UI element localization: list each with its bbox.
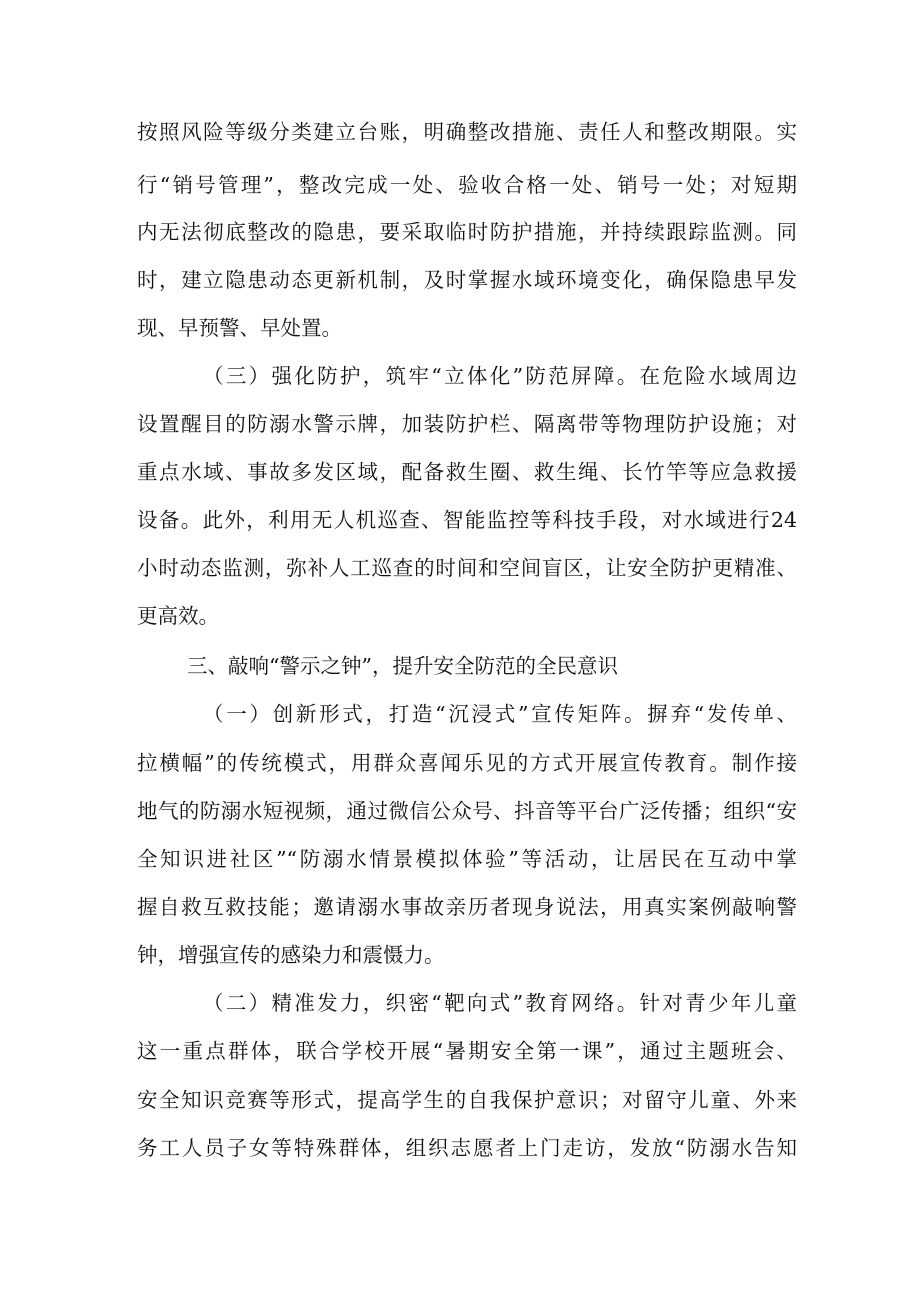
paragraph-line: 全知识进社区”“防溺水情景模拟体验”等活动，让居民在互动中掌 xyxy=(137,847,797,871)
paragraph-line: 钟，增强宣传的感染力和震慑力。 xyxy=(137,943,445,967)
paragraph-line: 设备。此外，利用无人机巡查、智能监控等科技手段，对水域进行24 xyxy=(137,508,797,532)
section-heading-line: （一）创新形式，打造“沉浸式”宣传矩阵。摒弃“发传单、 xyxy=(203,702,797,726)
paragraph-line: 按照风险等级分类建立台账，明确整改措施、责任人和整改期限。实 xyxy=(137,120,797,144)
section-heading-line: （三）强化防护，筑牢“立体化”防范屏障。在危险水域周边 xyxy=(203,364,797,388)
paragraph-line: 时，建立隐患动态更新机制，及时掌握水域环境变化，确保隐患早发 xyxy=(137,268,797,292)
paragraph-line: 现、早预警、早处置。 xyxy=(137,316,342,340)
paragraph-line: 地气的防溺水短视频，通过微信公众号、抖音等平台广泛传播；组织“安 xyxy=(137,799,797,823)
paragraph-line: 拉横幅”的传统模式，用群众喜闻乐见的方式开展宣传教育。制作接 xyxy=(137,751,797,775)
paragraph-line: 小时动态监测，弥补人工巡查的时间和空间盲区，让安全防护更精准、 xyxy=(137,556,797,580)
section-heading-line: （二）精准发力，织密“靶向式”教育网络。针对青少年儿童 xyxy=(203,991,797,1015)
paragraph-line: 内无法彻底整改的隐患，要采取临时防护措施，并持续跟踪监测。同 xyxy=(137,220,797,244)
paragraph-line: 设置醒目的防溺水警示牌，加装防护栏、隔离带等物理防护设施；对 xyxy=(137,412,797,436)
paragraph-line: 更高效。 xyxy=(137,604,219,628)
paragraph-line: 行“销号管理”，整改完成一处、验收合格一处、销号一处；对短期 xyxy=(137,173,797,197)
paragraph-line: 握自救互救技能；邀请溺水事故亲历者现身说法，用真实案例敲响警 xyxy=(137,895,797,919)
paragraph-line: 这一重点群体，联合学校开展“暑期安全第一课”，通过主题班会、 xyxy=(137,1039,797,1063)
paragraph-line: 重点水域、事故多发区域，配备救生圈、救生绳、长竹竿等应急救援 xyxy=(137,460,797,484)
paragraph-line: 务工人员子女等特殊群体，组织志愿者上门走访，发放“防溺水告知 xyxy=(137,1136,797,1160)
paragraph-line: 安全知识竞赛等形式，提高学生的自我保护意识；对留守儿童、外来 xyxy=(137,1088,797,1112)
chapter-heading: 三、敲响“警示之钟”，提升安全防范的全民意识 xyxy=(187,654,618,678)
